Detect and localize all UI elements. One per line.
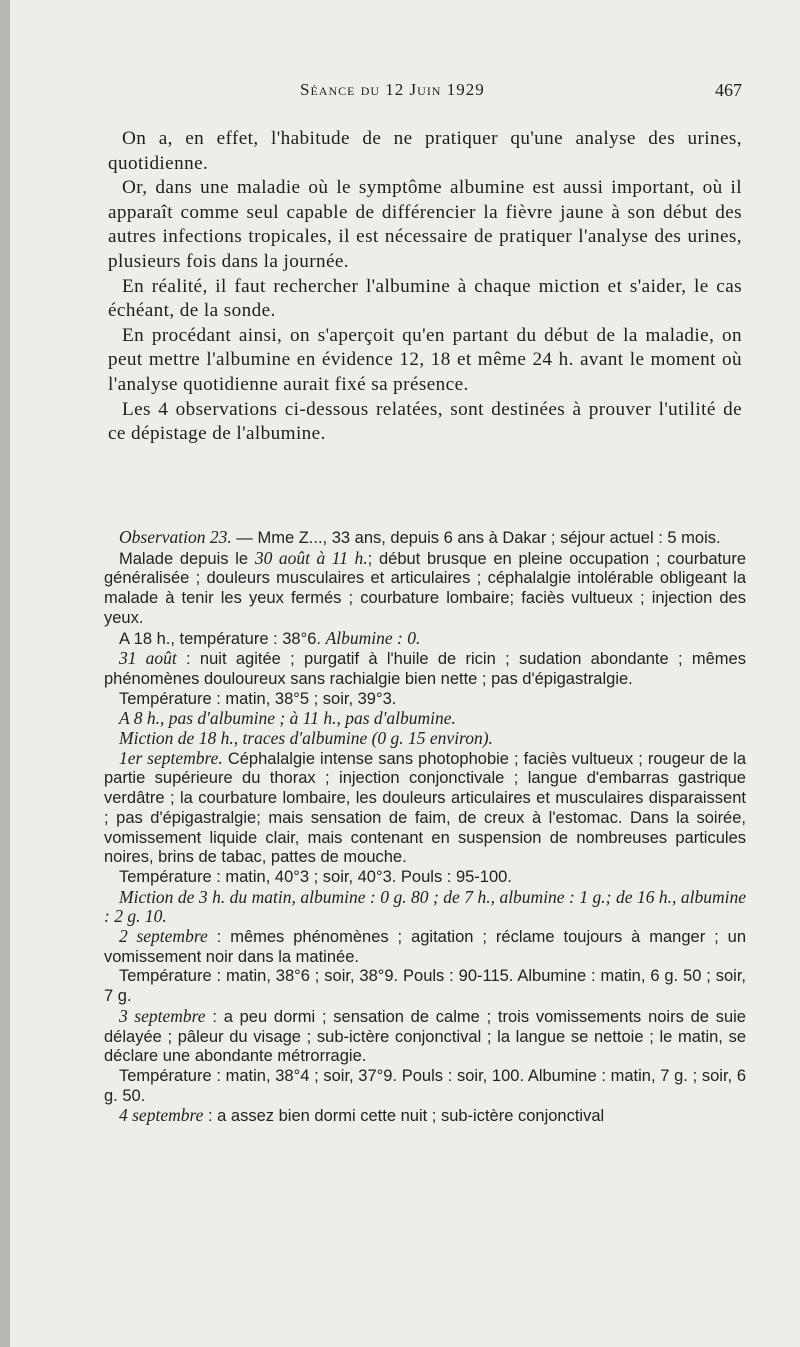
- paragraph: [104, 927, 746, 967]
- paragraph: On a, en effet, l'habitude de ne pratiquer qu'une analyse des urines, quotidienne.: [108, 128, 742, 174]
- paragraph: En procédant ainsi, on s'aperçoit qu'en partant du début de la maladie, on peut mettre l'albumine en évidence 12, 18 et même 24 h. avant le moment où l'analyse quotidienne aurait fixé sa présence.: [108, 324, 742, 395]
- date-span: 3 septembre: [119, 1005, 206, 1026]
- text-span: ; début brusque en pleine occupation ; courbature généralisée ; douleurs musculaires et articulaires ; céphalalgie intolérable obligeant la malade à tenir les yeux fermés ; courbature lombaire; faciès vultueux ; injection des yeux.: [104, 549, 746, 627]
- paragraph: Température : matin, 38°6 ; soir, 38°9. Pouls : 90-115. Albumine : matin, 6 g. 50 ; soir, 7 g.: [104, 967, 746, 1006]
- page-header: [108, 80, 742, 108]
- paragraph: Miction de 18 h., traces d'albumine (0 g. 15 environ).: [119, 728, 493, 749]
- observation-intro: — Mme Z..., 33 ans, depuis 6 ans à Dakar ; séjour actuel : 5 mois.: [231, 529, 721, 547]
- paragraph: [104, 1007, 746, 1067]
- text-span: A 18 h., température : 38°6.: [119, 629, 326, 648]
- text-span: : nuit agitée ; purgatif à l'huile de ricin ; sudation abondante ; mêmes phénomènes douloureux sans rachialgie bien nette ; pas d'épigastralgie.: [104, 650, 746, 688]
- paragraph: [104, 649, 746, 689]
- page-spine-shadow: [0, 0, 10, 1347]
- paragraph: [104, 1106, 746, 1127]
- date-span: 2 septembre: [119, 926, 208, 947]
- paragraph: [104, 749, 746, 868]
- paragraph: Température : matin, 40°3 ; soir, 40°3. Pouls : 95-100.: [119, 867, 512, 886]
- paragraph: [104, 549, 746, 629]
- paragraph: A 8 h., pas d'albumine ; à 11 h., pas d'albumine.: [119, 708, 456, 729]
- paragraph: Température : matin, 38°5 ; soir, 39°3.: [119, 689, 397, 708]
- paragraph: Or, dans une maladie où le symptôme albumine est aussi important, où il apparaît comme seul capable de différencier la fièvre jaune à son début des autres infections tropicales, il est nécessaire de pratiquer l'analyse des urines, plusieurs fois dans la journée.: [108, 177, 742, 272]
- text-span: : a assez bien dormi cette nuit ; sub-ictère conjonctival: [203, 1107, 605, 1126]
- paragraph: En réalité, il faut rechercher l'albumine à chaque miction et s'aider, le cas échéant, de la sonde.: [108, 275, 742, 322]
- paragraph: Température : matin, 38°4 ; soir, 37°9. Pouls : soir, 100. Albumine : matin, 7 g. ; soir, 6 g. 50.: [104, 1066, 746, 1105]
- text-span: Malade depuis le: [119, 549, 255, 568]
- date-span: 4 septembre: [119, 1105, 204, 1126]
- date-span: 31 août: [119, 648, 177, 669]
- text-span: : mêmes phénomènes ; agitation ; réclame toujours à manger ; un vomissement noir dans la matinée.: [104, 928, 746, 966]
- paragraph: Miction de 3 h. du matin, albumine : 0 g. 80 ; de 7 h., albumine : 1 g.; de 16 h., albumine : 2 g. 10.: [104, 886, 746, 927]
- albumine-result: Albumine : 0.: [325, 627, 421, 648]
- observation-23: [104, 528, 746, 1127]
- intro-text: [108, 127, 742, 447]
- paragraph: Les 4 observations ci-dessous relatées, sont destinées à prouver l'utilité de ce dépistage de l'albumine.: [108, 398, 742, 445]
- date-span: 30 août à 11 h.: [254, 547, 368, 568]
- running-head: Séance du 12 Juin 1929: [300, 80, 485, 99]
- paragraph: [104, 629, 746, 650]
- observation-label: Observation 23.: [119, 527, 232, 547]
- observation-heading: [104, 528, 746, 549]
- text-span: : a peu dormi ; sensation de calme ; trois vomissements noirs de suie délayée ; pâleur du visage ; sub-ictère conjonctival ; la langue se nettoie ; le matin, se déclare une abondante métrorragie.: [104, 1007, 746, 1066]
- date-span: 1er septembre.: [119, 747, 223, 768]
- page-number: 467: [715, 80, 742, 100]
- text-span: Céphalalgie intense sans photophobie ; faciès vultueux ; rougeur de la partie supérieure du thorax ; injection conjonctivale ; langue d'embarras gastrique verdâtre ; la courbature lombaire, les douleurs articulaires et musculaires disparaissent ; pas d'épigastralgie; mais sensation de faim, de creux à l'estomac. Dans la soirée, vomissement liquide clair, mais contenant en suspension de nombreuses particules noires, brins de tabac, pattes de mouche.: [104, 749, 746, 867]
